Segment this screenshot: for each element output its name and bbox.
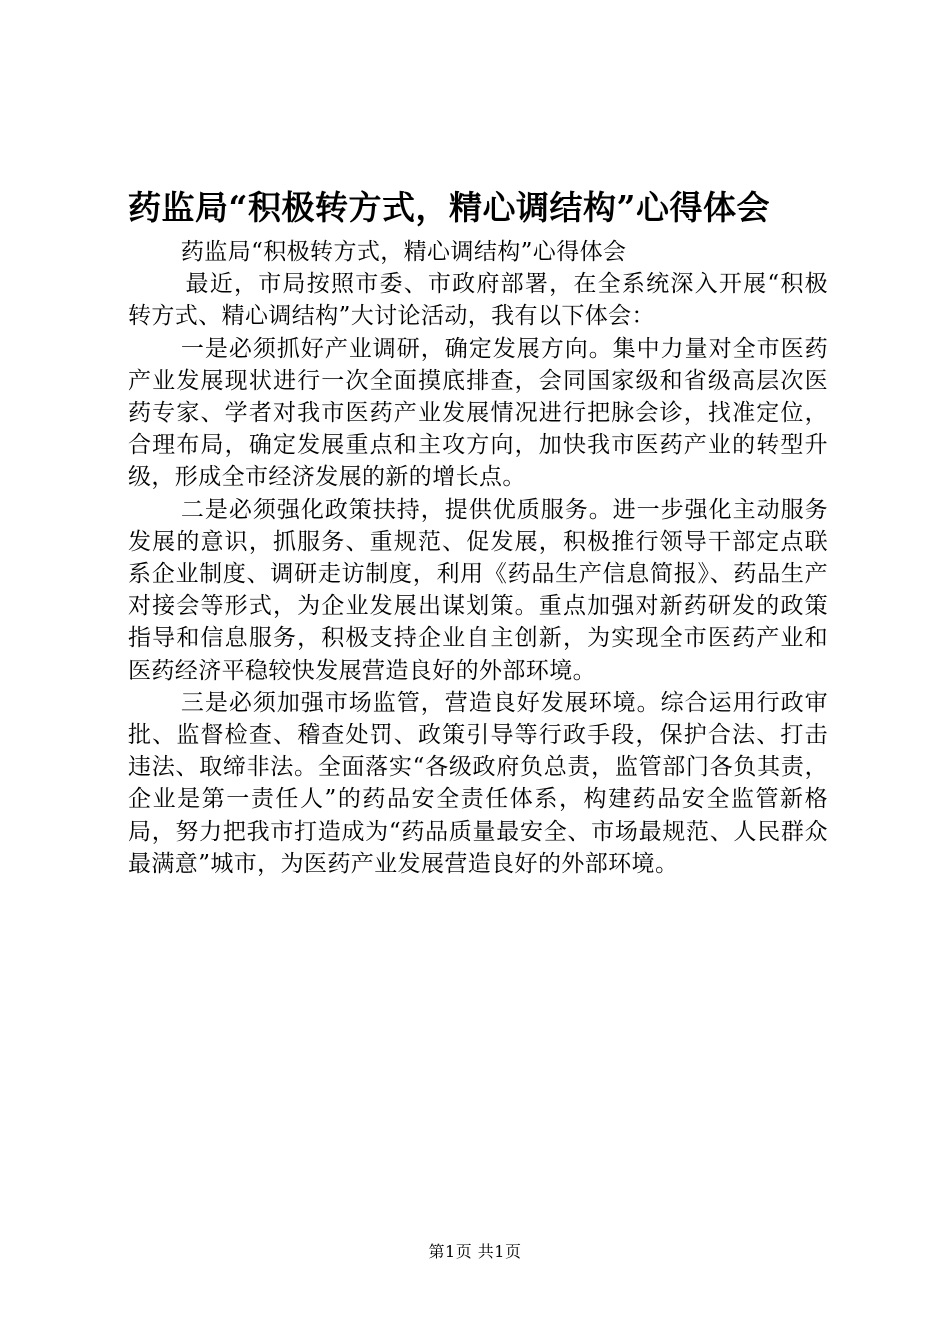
paragraph-point-two: 二是必须强化政策扶持，提供优质服务。进一步强化主动服务发展的意识，抓服务、重规范、促发展，积极推行领导干部定点联系企业制度、调研走访制度，利用《药品生产信息简报》、药品生产对接会等形式，为企业发展出谋划策。重点加强对新药研发的政策指导和信息服务，积极支持企业自主创新，为实现全市医药产业和医药经济平稳较快发展营造良好的外部环境。 (128, 496, 828, 684)
document-body (128, 236, 828, 880)
paragraph-point-one: 一是必须抓好产业调研，确定发展方向。集中力量对全市医药产业发展现状进行一次全面摸底排查，会同国家级和省级高层次医药专家、学者对我市医药产业发展情况进行把脉会诊，找准定位，合理布局，确定发展重点和主攻方向，加快我市医药产业的转型升级，形成全市经济发展的新的增长点。 (128, 335, 828, 491)
intro-paragraph: 最近，市局按照市委、市政府部署，在全系统深入开展“积极转方式、精心调结构”大讨论活动，我有以下体会： (128, 271, 828, 330)
page-footer: 第1页 共1页 (428, 1242, 522, 1261)
document-title: 药监局“积极转方式，精心调结构”心得体会 (128, 188, 770, 227)
paragraph-point-three: 三是必须加强市场监管，营造良好发展环境。综合运用行政审批、监督检查、稽查处罚、政策引导等行政手段，保护合法、打击违法、取缔非法。全面落实“各级政府负总责，监管部门各负其责，企业是第一责任人”的药品安全责任体系，构建药品安全监管新格局，努力把我市打造成为“药品质量最安全、市场最规范、人民群众最满意”城市，为医药产业发展营造良好的外部环境。 (128, 689, 828, 877)
document-subtitle: 药监局“积极转方式，精心调结构”心得体会 (180, 239, 627, 265)
